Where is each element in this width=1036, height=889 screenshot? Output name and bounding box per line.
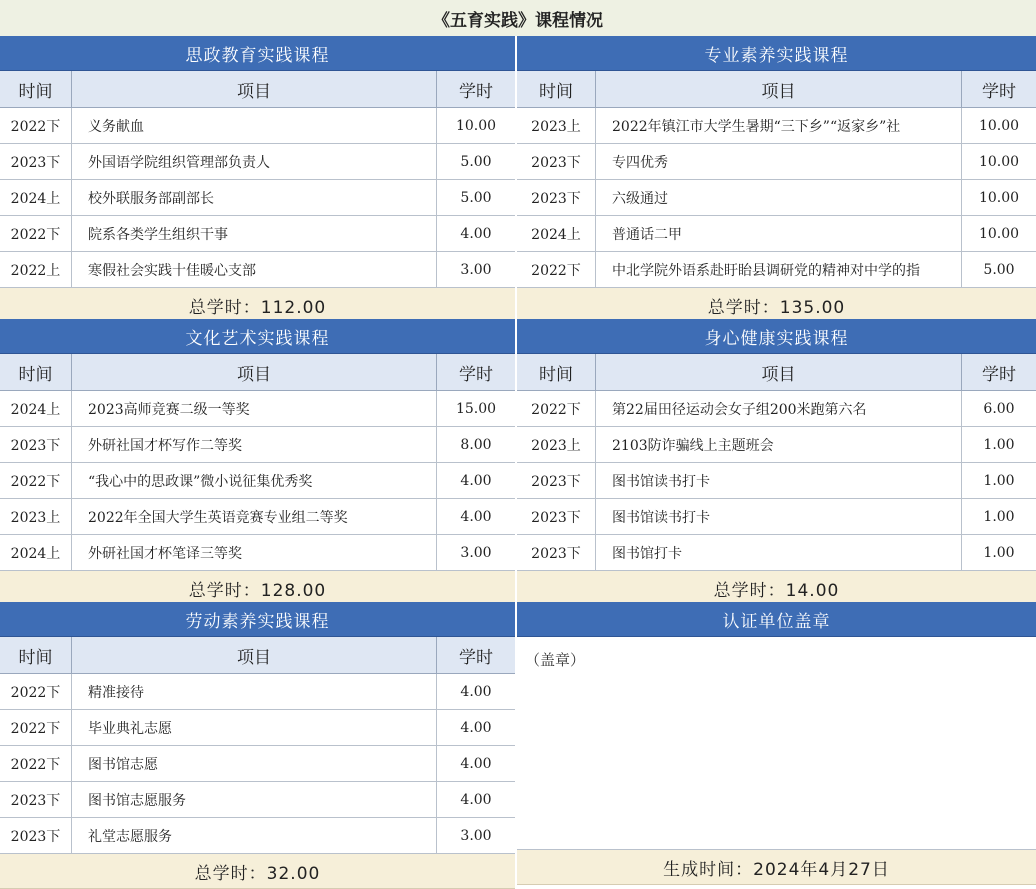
cell-time: 2024上 <box>517 216 596 251</box>
cell-hours: 5.00 <box>460 153 492 170</box>
total-hours: 总学时：135.00 <box>517 288 1036 323</box>
column-header-row <box>517 71 1036 108</box>
cell-hours: 4.00 <box>460 719 492 736</box>
cell-hours: 3.00 <box>460 544 492 561</box>
cell-time: 2024上 <box>0 535 72 570</box>
column-header-row <box>0 71 515 108</box>
labor-header: 劳动素养实践课程 <box>0 602 515 637</box>
panel-labor <box>0 602 515 889</box>
column-header-row <box>0 354 515 391</box>
cell-time: 2024上 <box>0 391 72 426</box>
cell-hours: 3.00 <box>460 261 492 278</box>
cell-time: 2023下 <box>517 535 596 570</box>
table-row <box>0 710 515 746</box>
panel-professional <box>517 36 1036 323</box>
panel-seal <box>517 602 1036 885</box>
cell-item: 2022年全国大学生英语竞赛专业组二等奖 <box>72 499 437 534</box>
cell-hours: 5.00 <box>460 189 492 206</box>
cell-item: 六级通过 <box>596 180 962 215</box>
cell-time: 2022下 <box>0 674 72 709</box>
column-header-item: 项目 <box>596 71 962 107</box>
table-row <box>517 535 1036 571</box>
cell-time: 2022下 <box>0 710 72 745</box>
table-row <box>517 427 1036 463</box>
cell-item: 院系各类学生组织干事 <box>72 216 437 251</box>
cell-hours: 4.00 <box>460 755 492 772</box>
cell-hours: 1.00 <box>983 472 1015 489</box>
cell-time: 2023下 <box>0 427 72 462</box>
column-header-hours: 学时 <box>982 81 1016 102</box>
cell-hours: 4.00 <box>460 225 492 242</box>
table-row <box>517 252 1036 288</box>
table-row <box>0 463 515 499</box>
column-divider <box>515 36 517 889</box>
cell-hours: 15.00 <box>455 400 497 417</box>
cell-time: 2023下 <box>517 499 596 534</box>
cell-time: 2023下 <box>0 782 72 817</box>
cell-item: 外研社国才杯笔译三等奖 <box>72 535 437 570</box>
cell-time: 2022下 <box>0 216 72 251</box>
cell-hours: 1.00 <box>983 436 1015 453</box>
column-header-item: 项目 <box>72 354 437 390</box>
table-row <box>0 782 515 818</box>
table-row <box>0 391 515 427</box>
column-header-row <box>0 637 515 674</box>
cell-hours: 1.00 <box>983 508 1015 525</box>
cell-item: 普通话二甲 <box>596 216 962 251</box>
cell-time: 2023上 <box>0 499 72 534</box>
health-header: 身心健康实践课程 <box>517 319 1036 354</box>
seal-header: 认证单位盖章 <box>517 602 1036 637</box>
total-hours: 总学时：128.00 <box>0 571 515 606</box>
cell-time: 2023下 <box>517 144 596 179</box>
cell-item: “我心中的思政课”微小说征集优秀奖 <box>72 463 437 498</box>
cell-item: 义务献血 <box>72 108 437 143</box>
cell-time: 2022下 <box>517 252 596 287</box>
cell-item: 第22届田径运动会女子组200米跑第六名 <box>596 391 962 426</box>
culture-header: 文化艺术实践课程 <box>0 319 515 354</box>
table-row <box>517 144 1036 180</box>
column-header-hours: 学时 <box>459 81 493 102</box>
cell-time: 2022下 <box>0 108 72 143</box>
cell-hours: 5.00 <box>983 261 1015 278</box>
cell-hours: 4.00 <box>460 508 492 525</box>
stamp-area <box>517 637 1036 850</box>
column-header-row <box>517 354 1036 391</box>
table-row <box>0 252 515 288</box>
cell-time: 2023上 <box>517 108 596 143</box>
cell-item: 图书馆读书打卡 <box>596 499 962 534</box>
table-row <box>0 818 515 854</box>
cell-time: 2022下 <box>0 463 72 498</box>
cell-item: 图书馆读书打卡 <box>596 463 962 498</box>
cell-item: 图书馆志愿 <box>72 746 437 781</box>
table-row <box>0 216 515 252</box>
column-header-item: 项目 <box>596 354 962 390</box>
cell-item: 图书馆打卡 <box>596 535 962 570</box>
cell-hours: 1.00 <box>983 544 1015 561</box>
cell-hours: 4.00 <box>460 683 492 700</box>
column-header-item: 项目 <box>72 71 437 107</box>
column-header-time: 时间 <box>0 637 72 673</box>
cell-hours: 10.00 <box>978 153 1020 170</box>
cell-item: 礼堂志愿服务 <box>72 818 437 853</box>
cell-time: 2023上 <box>517 427 596 462</box>
cell-time: 2022下 <box>517 391 596 426</box>
cell-hours: 4.00 <box>460 791 492 808</box>
cell-hours: 10.00 <box>978 189 1020 206</box>
stamp-label: （盖章） <box>525 651 586 669</box>
cell-hours: 10.00 <box>978 117 1020 134</box>
table-row <box>0 144 515 180</box>
cell-item: 2023高师竞赛二级一等奖 <box>72 391 437 426</box>
cell-hours: 8.00 <box>460 436 492 453</box>
cell-item: 外国语学院组织管理部负责人 <box>72 144 437 179</box>
column-header-time: 时间 <box>0 354 72 390</box>
table-row <box>0 180 515 216</box>
table-row <box>517 180 1036 216</box>
cell-time: 2023下 <box>517 180 596 215</box>
cell-item: 图书馆志愿服务 <box>72 782 437 817</box>
cell-hours: 6.00 <box>983 400 1015 417</box>
page-title: 《五育实践》课程情况 <box>0 0 1036 37</box>
generated-time: 生成时间：2024年4月27日 <box>517 850 1036 885</box>
column-header-time: 时间 <box>517 354 596 390</box>
cell-item: 毕业典礼志愿 <box>72 710 437 745</box>
table-row <box>517 463 1036 499</box>
cell-hours: 10.00 <box>978 225 1020 242</box>
table-row <box>0 535 515 571</box>
table-row <box>0 746 515 782</box>
panel-health <box>517 319 1036 606</box>
cell-hours: 4.00 <box>460 472 492 489</box>
table-row <box>517 499 1036 535</box>
cell-time: 2023下 <box>517 463 596 498</box>
cell-item: 2103防诈骗线上主题班会 <box>596 427 962 462</box>
panel-culture <box>0 319 515 606</box>
table-row <box>0 427 515 463</box>
cell-time: 2024上 <box>0 180 72 215</box>
table-row <box>0 674 515 710</box>
cell-item: 外研社国才杯写作二等奖 <box>72 427 437 462</box>
cell-item: 2022年镇江市大学生暑期“三下乡”“返家乡”社 <box>596 108 962 143</box>
professional-header: 专业素养实践课程 <box>517 36 1036 71</box>
cell-time: 2023下 <box>0 144 72 179</box>
table-row <box>517 108 1036 144</box>
table-row <box>517 216 1036 252</box>
total-hours: 总学时：32.00 <box>0 854 515 889</box>
panel-moral <box>0 36 515 323</box>
cell-time: 2022下 <box>0 746 72 781</box>
total-hours: 总学时：14.00 <box>517 571 1036 606</box>
table-row <box>0 108 515 144</box>
cell-hours: 3.00 <box>460 827 492 844</box>
total-hours: 总学时：112.00 <box>0 288 515 323</box>
cell-item: 专四优秀 <box>596 144 962 179</box>
table-row <box>0 499 515 535</box>
cell-time: 2022上 <box>0 252 72 287</box>
column-header-time: 时间 <box>517 71 596 107</box>
column-header-time: 时间 <box>0 71 72 107</box>
column-header-hours: 学时 <box>459 364 493 385</box>
column-header-hours: 学时 <box>982 364 1016 385</box>
column-header-hours: 学时 <box>459 647 493 668</box>
cell-hours: 10.00 <box>455 117 497 134</box>
table-row <box>517 391 1036 427</box>
cell-item: 中北学院外语系赴盱眙县调研党的精神对中学的指 <box>596 252 962 287</box>
cell-item: 精准接待 <box>72 674 437 709</box>
cell-item: 寒假社会实践十佳暖心支部 <box>72 252 437 287</box>
moral-header: 思政教育实践课程 <box>0 36 515 71</box>
column-header-item: 项目 <box>72 637 437 673</box>
cell-item: 校外联服务部副部长 <box>72 180 437 215</box>
cell-time: 2023下 <box>0 818 72 853</box>
